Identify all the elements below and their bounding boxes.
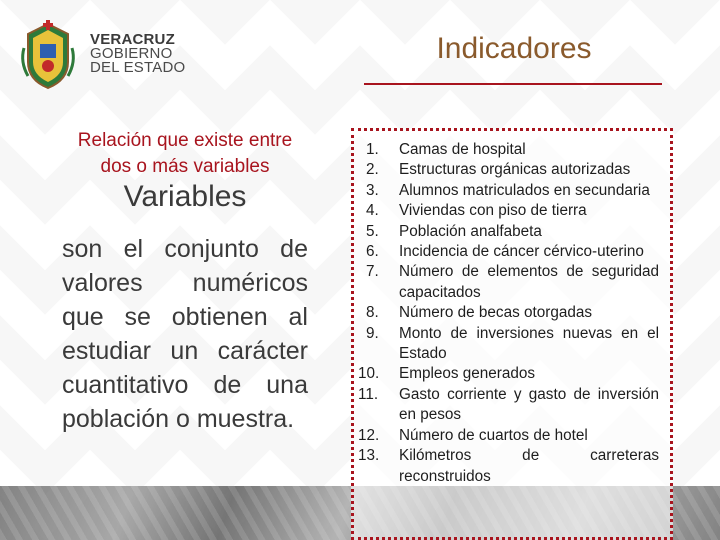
list-item: [355, 303, 659, 323]
item-text: Alumnos matriculados en secundaria: [399, 181, 650, 199]
veracruz-logo: [18, 18, 185, 90]
list-item: [355, 181, 659, 201]
page-title: Indicadores: [436, 32, 592, 65]
item-number: 11.: [358, 385, 379, 403]
list-item: [355, 201, 659, 221]
item-number: 3.: [366, 181, 379, 199]
item-number: 2.: [366, 161, 379, 179]
item-number: 7.: [366, 263, 379, 281]
list-item: [355, 242, 659, 262]
logo-line-2: GOBIERNO: [90, 45, 173, 62]
item-number: 5.: [366, 222, 379, 240]
logo-line-1: VERACRUZ: [90, 31, 175, 48]
item-number: 12.: [358, 426, 380, 444]
left-column: [62, 128, 308, 436]
item-text: Número de elementos de seguridad capacitados: [399, 263, 659, 301]
list-item: [355, 324, 659, 365]
item-text: Número de becas otorgadas: [399, 304, 593, 322]
item-number: 13.: [358, 447, 380, 465]
list-item: [355, 426, 659, 446]
item-text: Monto de inversiones nuevas en el Estado: [399, 324, 659, 363]
item-number: 8.: [366, 304, 379, 322]
relation-text: Relación que existe entre dos o más variables: [77, 130, 293, 177]
item-number: 9.: [366, 324, 379, 342]
item-number: 4.: [366, 202, 379, 220]
item-text: Empleos generados: [399, 365, 536, 383]
item-text: Estructuras orgánicas autorizadas: [399, 161, 631, 179]
item-text: Camas de hospital: [399, 141, 526, 158]
list-item: [355, 364, 659, 384]
item-text: Población analfabeta: [399, 222, 542, 240]
coat-of-arms-icon: [18, 18, 78, 90]
logo-line-3: DEL ESTADO: [90, 59, 186, 76]
item-number: 10.: [358, 365, 380, 383]
item-number: 1.: [366, 141, 379, 158]
item-text: Viviendas con piso de tierra: [399, 202, 587, 220]
variables-definition: son el conjunto de valores numéricos que se obtienen al estudiar un carácter cuantitativo de una población o muestra.: [62, 235, 308, 433]
item-number: 6.: [366, 243, 379, 261]
variables-heading: Variables: [123, 180, 247, 213]
title-underline: [364, 83, 662, 85]
list-item: [355, 222, 659, 242]
item-text: Número de cuartos de hotel: [399, 426, 588, 444]
list-item: [355, 140, 659, 160]
indicators-list: [355, 140, 659, 487]
list-item: [355, 160, 659, 180]
list-item: [355, 262, 659, 303]
list-item: [355, 385, 659, 426]
item-text: Incidencia de cáncer cérvico-uterino: [399, 243, 644, 261]
item-text: Gasto corriente y gasto de inversión en pesos: [399, 385, 659, 424]
list-item: [355, 446, 659, 487]
item-text: Kilómetros de carreteras reconstruidos: [399, 447, 659, 485]
